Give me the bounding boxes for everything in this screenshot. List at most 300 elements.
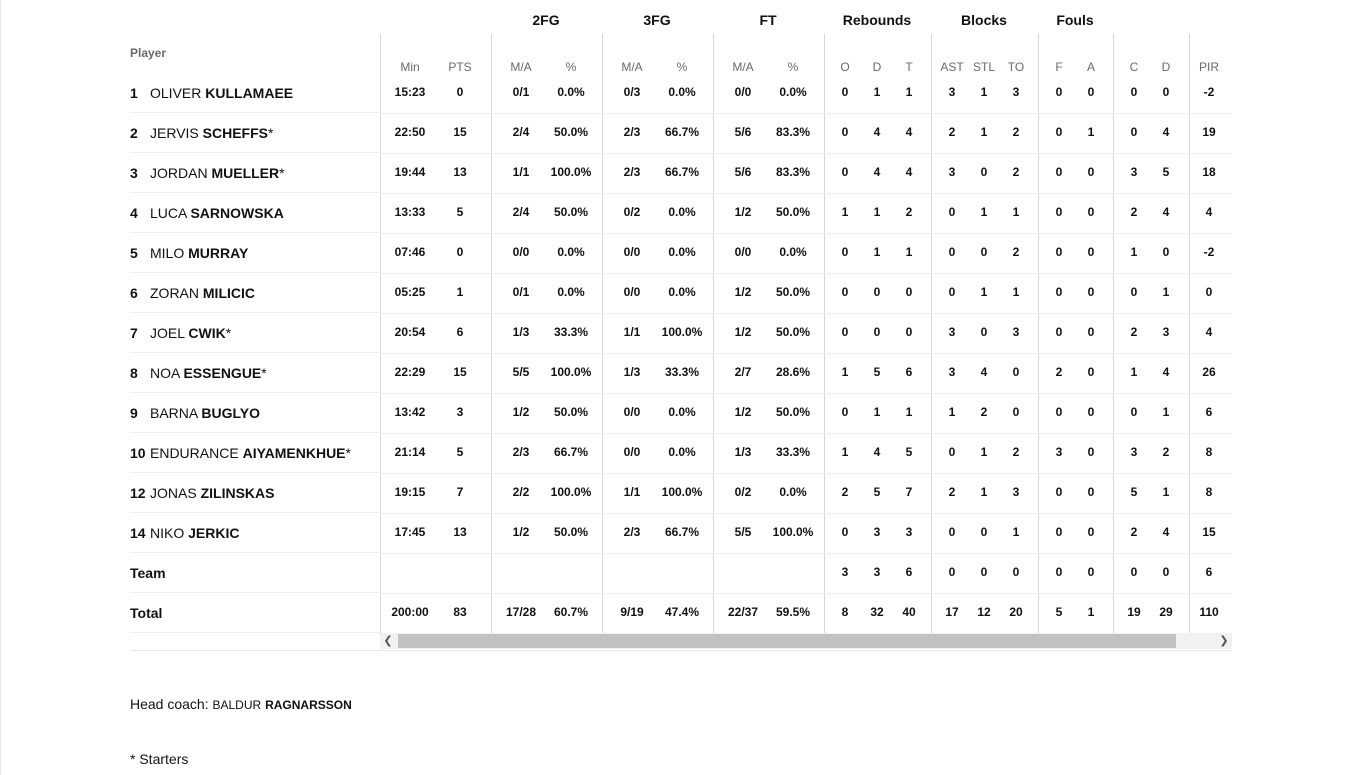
stat-cell: 0/2 — [734, 485, 752, 499]
stat-cell: 1 — [1162, 405, 1170, 419]
player-last-name: MURRAY — [188, 245, 249, 261]
stat-cell: 66.7% — [664, 125, 700, 139]
player-name[interactable] — [150, 245, 248, 261]
stat-cell: 0 — [1087, 525, 1095, 539]
stat-cell: 5 — [1055, 605, 1063, 619]
stat-cell: 7 — [905, 485, 913, 499]
stat-cell: 0 — [1055, 485, 1063, 499]
player-first-name: ENDURANCE — [150, 445, 239, 461]
stat-cell: 0 — [1087, 365, 1095, 379]
column-header: D — [1161, 60, 1171, 74]
stat-cell: 3 — [948, 165, 956, 179]
column-divider — [713, 34, 714, 633]
column-header: M/A — [510, 60, 532, 74]
row-separator — [380, 433, 1232, 434]
stat-cell: 2 — [948, 485, 956, 499]
stat-cell: 50.0% — [775, 285, 811, 299]
player-first-name: JOEL — [150, 325, 185, 341]
stat-cell: 0/0 — [623, 405, 641, 419]
player-name[interactable] — [150, 205, 284, 221]
stat-cell: 0 — [1130, 125, 1138, 139]
stat-cell: 0 — [1162, 565, 1170, 579]
stat-cell: 5 — [456, 205, 464, 219]
stat-cell: 3 — [1162, 325, 1170, 339]
player-number: 9 — [130, 405, 138, 421]
stat-cell: 50.0% — [553, 525, 589, 539]
player-first-name: JONAS — [150, 485, 197, 501]
column-divider — [1038, 34, 1039, 633]
stat-cell: 4 — [1205, 205, 1213, 219]
player-name[interactable] — [150, 445, 351, 461]
stat-cell: 29 — [1159, 605, 1173, 619]
row-separator — [380, 553, 1232, 554]
stat-cell: 2 — [905, 205, 913, 219]
stat-cell: 19 — [1202, 125, 1216, 139]
stat-cell: 1 — [980, 125, 988, 139]
stat-cell: 4 — [1162, 365, 1170, 379]
stat-cell: 20 — [1009, 605, 1023, 619]
stat-cell: 4 — [905, 125, 913, 139]
stat-cell: 0 — [1055, 205, 1063, 219]
stat-cell: 0 — [948, 445, 956, 459]
stat-cell: 0 — [980, 525, 988, 539]
stat-cell: 1 — [905, 85, 913, 99]
player-number: 4 — [130, 205, 138, 221]
column-divider — [1113, 34, 1114, 633]
stat-cell: 9/19 — [620, 605, 644, 619]
stat-cell: 15 — [453, 125, 467, 139]
stat-cell: 0 — [841, 405, 849, 419]
table-row[interactable] — [130, 153, 380, 193]
table-row[interactable] — [130, 513, 380, 553]
table-row[interactable] — [130, 553, 380, 593]
stat-cell: 50.0% — [775, 325, 811, 339]
stat-cell: 2 — [1012, 445, 1020, 459]
scroll-right-icon[interactable]: ❯ — [1219, 635, 1229, 647]
stat-cell: 2 — [1130, 525, 1138, 539]
player-name[interactable] — [150, 165, 285, 181]
stat-cell: 200:00 — [391, 605, 429, 619]
column-header: A — [1086, 60, 1095, 74]
player-last-name: ZILINSKAS — [200, 485, 275, 501]
player-number: 6 — [130, 285, 138, 301]
stat-cell: 66.7% — [553, 445, 589, 459]
player-number: 14 — [130, 525, 146, 541]
player-first-name: MILO — [150, 245, 185, 261]
stat-cell: 33.3% — [664, 365, 700, 379]
stat-cell: 1 — [948, 405, 956, 419]
stat-cell: 0 — [841, 85, 849, 99]
player-number: 2 — [130, 125, 138, 141]
stat-cell: 0 — [1087, 205, 1095, 219]
player-first-name: JERVIS — [150, 125, 199, 141]
stat-cell: 3 — [948, 325, 956, 339]
stat-cell: 0.0% — [668, 285, 696, 299]
stat-cell: 0 — [841, 165, 849, 179]
player-number: 7 — [130, 325, 138, 341]
player-last-name: MUELLER — [211, 165, 280, 181]
stat-cell: 4 — [873, 445, 881, 459]
stat-cell: 5/6 — [734, 125, 752, 139]
stat-cell: 0 — [1055, 245, 1063, 259]
stat-cell: 2 — [841, 485, 849, 499]
stat-cell: 2 — [1130, 325, 1138, 339]
row-separator — [130, 632, 380, 633]
stat-cell: 8 — [1205, 445, 1213, 459]
stat-cell: 40 — [902, 605, 916, 619]
column-header: M/A — [732, 60, 754, 74]
stat-cell: 2 — [948, 125, 956, 139]
page-left-border — [0, 0, 1, 775]
stat-cell: 12 — [977, 605, 991, 619]
coach-last-name: RAGNARSSON — [265, 698, 352, 712]
stat-cell: 66.7% — [664, 525, 700, 539]
player-name[interactable] — [150, 485, 274, 501]
stat-cell: 50.0% — [553, 205, 589, 219]
row-separator — [380, 513, 1232, 514]
stat-cell: 0 — [1162, 245, 1170, 259]
player-number: 8 — [130, 365, 138, 381]
horizontal-scrollbar[interactable] — [380, 633, 1232, 649]
stat-cell: 0/1 — [512, 85, 530, 99]
row-separator — [380, 353, 1232, 354]
stat-cell: 100.0% — [550, 365, 592, 379]
table-row[interactable] — [130, 593, 380, 633]
player-name[interactable] — [150, 525, 239, 541]
player-number: 1 — [130, 85, 138, 101]
stat-cell: 1 — [1130, 365, 1138, 379]
column-header: % — [565, 60, 577, 74]
stat-cell: 4 — [1205, 325, 1213, 339]
stat-cell: 0 — [1130, 565, 1138, 579]
player-name[interactable] — [150, 365, 267, 381]
stat-cell: 0.0% — [668, 405, 696, 419]
group-header-rebounds: Rebounds — [842, 12, 912, 28]
column-header: O — [840, 60, 850, 74]
group-header-ft: FT — [759, 12, 777, 28]
stat-cell: 0 — [1130, 405, 1138, 419]
stat-cell: 0 — [1012, 405, 1020, 419]
table-row[interactable] — [130, 353, 380, 393]
stat-cell: 50.0% — [553, 405, 589, 419]
stat-cell: 1 — [905, 245, 913, 259]
table-row[interactable] — [130, 433, 380, 473]
player-name[interactable] — [150, 125, 273, 141]
stat-cell: 3 — [1012, 325, 1020, 339]
row-separator — [380, 313, 1232, 314]
stat-cell: 50.0% — [553, 125, 589, 139]
stat-cell: 3 — [841, 565, 849, 579]
stat-cell: 100.0% — [661, 325, 703, 339]
stat-cell: 21:14 — [394, 445, 426, 459]
table-row[interactable] — [130, 393, 380, 433]
column-header: % — [787, 60, 799, 74]
stat-cell: 0 — [980, 245, 988, 259]
stat-cell: 3 — [948, 85, 956, 99]
starter-mark: * — [261, 365, 267, 381]
stat-cell: 0 — [1012, 565, 1020, 579]
stat-cell: 1 — [873, 205, 881, 219]
column-divider — [380, 34, 381, 633]
stat-cell: 20:54 — [394, 325, 426, 339]
player-number: 3 — [130, 165, 138, 181]
stat-cell: 4 — [873, 125, 881, 139]
stat-cell: 0 — [905, 325, 913, 339]
stat-cell: 0/0 — [734, 85, 752, 99]
column-divider — [491, 34, 492, 633]
player-name[interactable] — [150, 405, 260, 421]
table-row[interactable] — [130, 313, 380, 353]
stat-cell: 2/3 — [512, 445, 530, 459]
stat-cell: 0 — [1087, 285, 1095, 299]
stat-cell: 19:44 — [394, 165, 426, 179]
stat-cell: 0 — [456, 85, 464, 99]
stat-cell: 13:33 — [394, 205, 426, 219]
player-last-name: AIYAMENKHUE — [242, 445, 346, 461]
stat-cell: 1 — [873, 85, 881, 99]
stat-cell: 1/2 — [512, 525, 530, 539]
stat-cell: 5/5 — [734, 525, 752, 539]
row-separator — [380, 113, 1232, 114]
row-separator — [380, 473, 1232, 474]
stat-cell: 13 — [453, 165, 467, 179]
stat-cell: 1 — [1087, 125, 1095, 139]
row-separator — [380, 233, 1232, 234]
stat-cell: 07:46 — [394, 245, 426, 259]
player-number: 12 — [130, 485, 146, 501]
player-last-name: ESSENGUE — [183, 365, 262, 381]
stat-cell: 1/3 — [623, 365, 641, 379]
scroll-left-icon[interactable]: ❮ — [383, 635, 393, 647]
starter-mark: * — [225, 325, 232, 341]
stat-cell: 66.7% — [664, 165, 700, 179]
player-name[interactable] — [150, 325, 231, 341]
stat-cell: 0 — [948, 285, 956, 299]
player-first-name: ZORAN — [150, 285, 199, 301]
stat-cell: 60.7% — [553, 605, 589, 619]
stat-cell: 0 — [1055, 125, 1063, 139]
stat-cell: 2 — [1012, 125, 1020, 139]
stat-cell: 13:42 — [394, 405, 426, 419]
stat-cell: 4 — [1162, 205, 1170, 219]
stat-cell: 15:23 — [394, 85, 426, 99]
stat-cell: 2/3 — [623, 165, 641, 179]
coach-label: Head coach: — [130, 696, 209, 712]
stat-cell: 1 — [873, 245, 881, 259]
stats-scroll-area[interactable] — [380, 0, 1232, 660]
stat-cell: 0 — [980, 325, 988, 339]
column-divider — [602, 34, 603, 633]
player-name[interactable] — [150, 285, 255, 301]
stat-cell: 0.0% — [668, 205, 696, 219]
stat-cell: 0 — [1087, 85, 1095, 99]
table-row[interactable] — [130, 473, 380, 513]
player-first-name: JORDAN — [150, 165, 208, 181]
stat-cell: 4 — [905, 165, 913, 179]
stat-cell: 0.0% — [668, 85, 696, 99]
table-row[interactable] — [130, 233, 380, 273]
group-header-2fg: 2FG — [532, 12, 560, 28]
stat-cell: 3 — [1012, 485, 1020, 499]
stat-cell: 1/1 — [512, 165, 530, 179]
stat-cell: 1 — [905, 405, 913, 419]
player-first-name: BARNA — [150, 405, 198, 421]
table-bottom-divider — [130, 650, 1232, 651]
stat-cell: 13 — [453, 525, 467, 539]
stat-cell: 0 — [1205, 285, 1213, 299]
stat-cell: 1/2 — [734, 405, 752, 419]
table-row[interactable] — [130, 193, 380, 233]
table-row[interactable] — [130, 273, 380, 313]
player-number: 10 — [130, 445, 146, 461]
group-header-fouls: Fouls — [1056, 12, 1094, 28]
stat-cell: 1 — [1130, 245, 1138, 259]
stat-cell: 6 — [456, 325, 464, 339]
column-divider — [824, 34, 825, 633]
stat-cell: 3 — [905, 525, 913, 539]
stat-cell: 19:15 — [394, 485, 426, 499]
stat-cell: 0 — [1087, 445, 1095, 459]
stat-cell: 5 — [1162, 165, 1170, 179]
stat-cell: 0 — [456, 245, 464, 259]
stat-cell: 0 — [841, 525, 849, 539]
coach-first-name: BALDUR — [212, 698, 262, 712]
stat-cell: 3 — [1012, 85, 1020, 99]
stat-cell: 83.3% — [775, 165, 811, 179]
stat-cell: 47.4% — [664, 605, 700, 619]
column-header: C — [1129, 60, 1139, 74]
stat-cell: 0 — [1162, 85, 1170, 99]
stat-cell: 1/2 — [512, 405, 530, 419]
stat-cell: 83 — [453, 605, 467, 619]
stat-cell: 0 — [948, 565, 956, 579]
stat-cell: 0.0% — [668, 245, 696, 259]
stat-cell: 1 — [980, 85, 988, 99]
stat-cell: 1 — [980, 485, 988, 499]
row-separator — [380, 193, 1232, 194]
team-label: Team — [130, 565, 166, 581]
stat-cell: 17/28 — [505, 605, 537, 619]
stat-cell: 0 — [1087, 565, 1095, 579]
stat-cell: 1/2 — [734, 325, 752, 339]
stat-cell: 1/2 — [734, 285, 752, 299]
column-header: AST — [940, 60, 964, 74]
player-last-name: CWIK — [188, 325, 226, 341]
stat-cell: 2 — [1012, 245, 1020, 259]
stat-cell: 1 — [456, 285, 464, 299]
stat-cell: 18 — [1202, 165, 1216, 179]
stat-cell: 110 — [1199, 605, 1219, 619]
stat-cell: 26 — [1202, 365, 1216, 379]
stat-cell: 1 — [1012, 525, 1020, 539]
stat-cell: 5/5 — [512, 365, 530, 379]
row-separator — [380, 393, 1232, 394]
column-header: PIR — [1198, 60, 1219, 74]
stat-cell: 0/0 — [734, 245, 752, 259]
player-header: Player — [130, 46, 167, 60]
group-header-blocks: Blocks — [961, 12, 1007, 28]
stat-cell: 0 — [1130, 285, 1138, 299]
player-number: 5 — [130, 245, 138, 261]
stat-cell: 0.0% — [779, 485, 807, 499]
stat-cell: 2/3 — [623, 125, 641, 139]
stat-cell: 50.0% — [775, 205, 811, 219]
stat-cell: 1/2 — [734, 205, 752, 219]
stat-cell: 1 — [1087, 605, 1095, 619]
column-header: Min — [400, 60, 420, 74]
stat-cell: 4 — [1162, 125, 1170, 139]
starter-mark: * — [279, 165, 285, 181]
stat-cell: 100.0% — [550, 165, 592, 179]
stat-cell: 2/4 — [512, 205, 530, 219]
player-last-name: KULLAMAEE — [205, 85, 294, 101]
stat-cell: 0 — [1055, 285, 1063, 299]
stat-cell: 100.0% — [772, 525, 814, 539]
stat-cell: 3 — [456, 405, 464, 419]
stat-cell: 59.5% — [775, 605, 811, 619]
stat-cell: 33.3% — [775, 445, 811, 459]
player-last-name: JERKIC — [188, 525, 240, 541]
column-header: M/A — [621, 60, 643, 74]
stat-cell: 6 — [1205, 565, 1213, 579]
stat-cell: 3 — [873, 525, 881, 539]
column-header: T — [905, 60, 913, 74]
head-coach — [130, 696, 352, 712]
stat-cell: 5 — [873, 485, 881, 499]
starter-mark: * — [345, 445, 351, 461]
stat-cell: 0 — [1012, 365, 1020, 379]
column-header: % — [676, 60, 688, 74]
stat-cell: 4 — [873, 165, 881, 179]
stat-cell: 1 — [980, 285, 988, 299]
stat-cell: 0 — [1087, 245, 1095, 259]
stat-cell: 0/3 — [623, 85, 641, 99]
stat-cell: 1/3 — [734, 445, 752, 459]
stat-cell: 33.3% — [553, 325, 589, 339]
stat-cell: 0 — [1055, 565, 1063, 579]
stat-cell: -2 — [1203, 245, 1215, 259]
column-header: PTS — [448, 60, 472, 74]
stat-cell: 4 — [980, 365, 988, 379]
column-header: TO — [1007, 60, 1025, 74]
stat-cell: 1 — [873, 405, 881, 419]
stat-cell: 17 — [945, 605, 959, 619]
table-row[interactable] — [130, 73, 380, 113]
stat-cell: 0/0 — [623, 245, 641, 259]
player-first-name: NIKO — [150, 525, 185, 541]
table-row[interactable] — [130, 113, 380, 153]
scrollbar-thumb[interactable] — [398, 634, 1176, 648]
stat-cell: 1 — [841, 365, 849, 379]
player-name[interactable] — [150, 85, 293, 101]
stat-cell: 5 — [873, 365, 881, 379]
stat-cell: 1/1 — [623, 325, 641, 339]
stat-cell: 3 — [1055, 445, 1063, 459]
stat-cell: 15 — [453, 365, 467, 379]
stat-cell: 0 — [1087, 165, 1095, 179]
starter-mark: * — [268, 125, 274, 141]
player-last-name: SCHEFFS — [202, 125, 268, 141]
player-last-name: SARNOWSKA — [190, 205, 284, 221]
stat-cell: 0 — [1055, 85, 1063, 99]
stat-cell: 17:45 — [394, 525, 426, 539]
stat-cell: 28.6% — [775, 365, 811, 379]
stat-cell: 0 — [1087, 405, 1095, 419]
stat-cell: 83.3% — [775, 125, 811, 139]
stat-cell: 0.0% — [557, 285, 585, 299]
stat-cell: 0 — [873, 325, 881, 339]
stat-cell: 0/2 — [623, 205, 641, 219]
